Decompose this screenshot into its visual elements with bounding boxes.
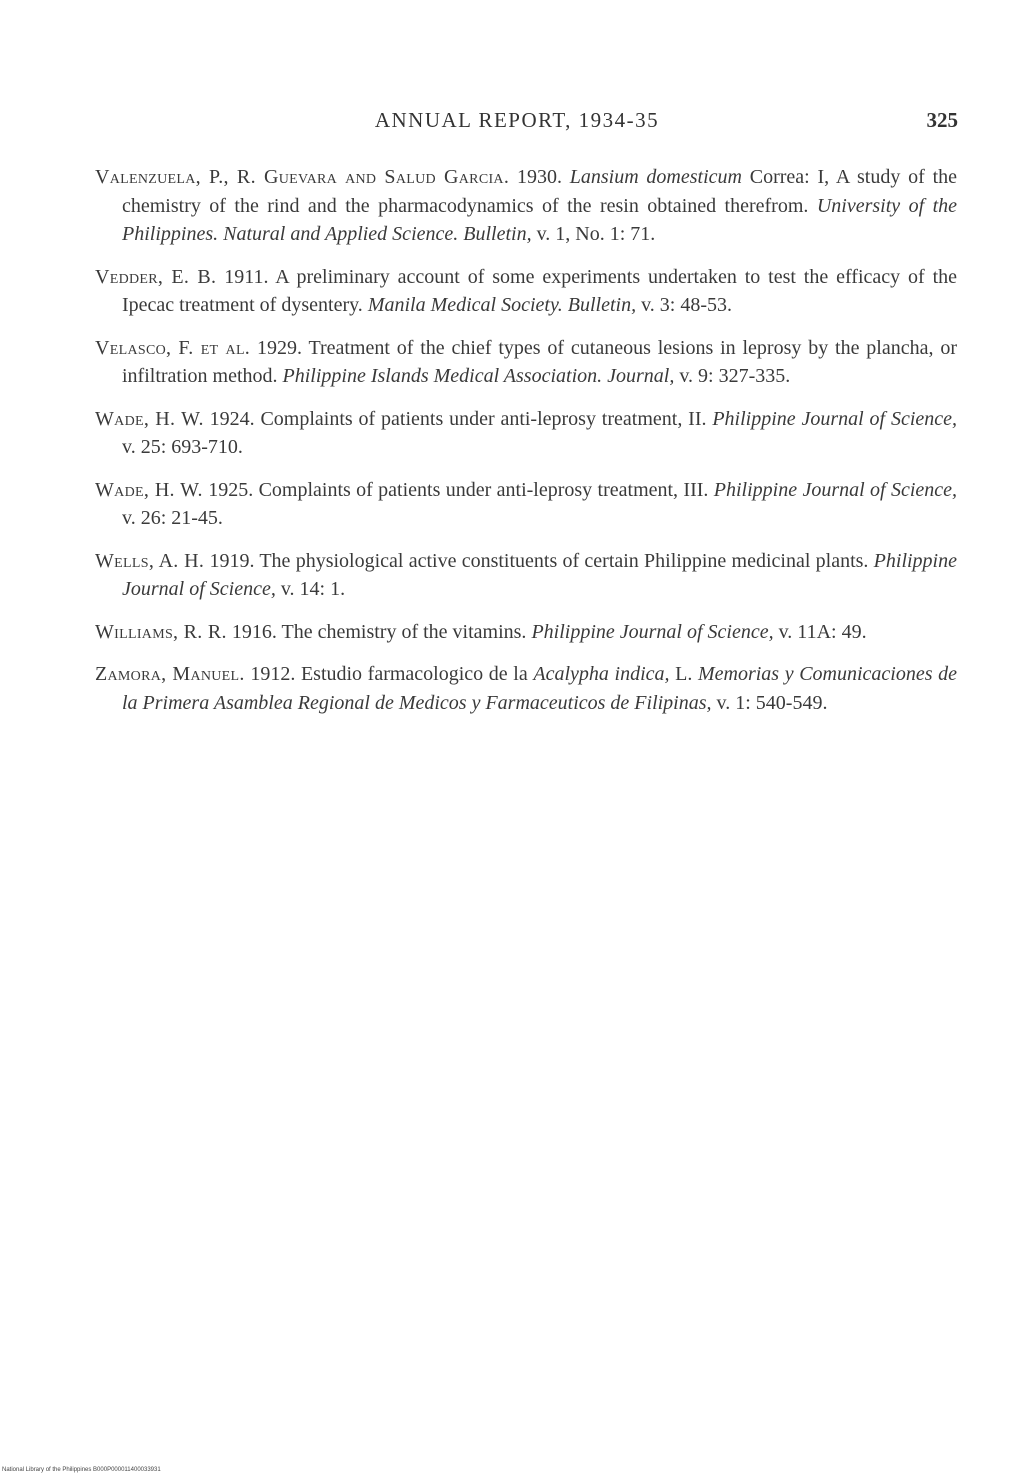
reference-title: Treatment of the chief types of cutaneous lesions in leprosy by the plancha, or infiltration method.	[122, 336, 957, 387]
reference-citation: v. 3: 48-53.	[641, 294, 732, 316]
reference-source: Philippine Journal of Science,	[712, 407, 958, 430]
reference-list	[95, 163, 957, 731]
reference-entry	[95, 163, 957, 249]
reference-entry	[95, 660, 957, 717]
reference-title: Complaints of patients under anti-leprosy treatment, III.	[258, 478, 709, 501]
reference-source: Manila Medical Society. Bulletin,	[367, 294, 637, 316]
reference-title: The chemistry of the vitamins.	[281, 620, 527, 643]
reference-source: Philippine Journal of Science,	[531, 620, 774, 643]
reference-year: 1925.	[208, 478, 254, 501]
reference-year: 1919.	[209, 549, 255, 572]
reference-entry	[95, 618, 957, 647]
reference-year: 1929.	[256, 336, 302, 359]
reference-year: 1916.	[231, 620, 277, 643]
reference-source: University of the Philippines. Natural and Applied Science. Bulletin,	[122, 194, 958, 245]
reference-year: 1924.	[209, 407, 255, 430]
reference-source: Philippine Journal of Science,	[122, 549, 957, 600]
reference-title: Complaints of patients under anti-leprosy treatment, II.	[260, 407, 707, 430]
reference-source: Philippine Islands Medical Association. Journal,	[282, 365, 675, 387]
reference-author: Wade, H. W.	[95, 478, 203, 501]
reference-entry	[95, 476, 957, 533]
reference-entry	[95, 334, 957, 391]
reference-entry	[95, 263, 957, 320]
page-header	[0, 108, 1034, 138]
reference-author: Velasco, F. et al.	[95, 336, 251, 359]
reference-author: Wade, H. W.	[95, 407, 204, 430]
reference-citation: v. 26: 21-45.	[122, 507, 223, 529]
scan-footer: National Library of the Philippines B000P000011400033931	[2, 1467, 161, 1473]
reference-citation: v. 9: 327-335.	[679, 365, 791, 387]
reference-year: 1930.	[516, 166, 562, 188]
reference-source: Philippine Journal of Science,	[713, 478, 958, 501]
reference-citation: v. 11A: 49.	[778, 620, 867, 643]
reference-title-italic: Acalypha indica,	[533, 663, 670, 685]
reference-citation: v. 14: 1.	[280, 578, 346, 600]
reference-year: 1912.	[250, 663, 296, 685]
reference-title: L.	[675, 663, 693, 685]
reference-title: A preliminary account of some experiments undertaken to test the efficacy of the Ipecac treatment of dysentery.	[122, 265, 958, 316]
reference-title-pre: Estudio farmacologico de la	[300, 663, 528, 685]
reference-year: 1911.	[224, 265, 269, 288]
reference-title-italic: Lansium domesticum	[569, 166, 742, 188]
reference-title: The physiological active constituents of certain Philippine medicinal plants.	[259, 549, 869, 572]
reference-citation: v. 1: 540-549.	[716, 691, 828, 714]
reference-entry	[95, 405, 957, 462]
reference-citation: v. 1, No. 1: 71.	[536, 223, 656, 245]
reference-author: Wells, A. H.	[95, 549, 205, 572]
reference-source: Memorias y Comunicaciones de la Primera Asamblea Regional de Medicos y Farmaceuticos de Filipinas,	[122, 663, 958, 714]
reference-author: Zamora, Manuel.	[95, 663, 245, 685]
reference-citation: v. 25: 693-710.	[122, 436, 243, 458]
reference-title: Correa: I, A study of the chemistry of the rind and the pharmacodynamics of the resin obtained therefrom.	[122, 166, 958, 217]
page-number: 325	[926, 108, 958, 132]
reference-entry	[95, 547, 957, 604]
reference-author: Valenzuela, P., R. Guevara and Salud Garcia.	[95, 166, 510, 188]
running-title: ANNUAL REPORT, 1934-35	[374, 108, 660, 132]
reference-author: Williams, R. R.	[95, 620, 227, 643]
reference-author: Vedder, E. B.	[95, 265, 217, 288]
